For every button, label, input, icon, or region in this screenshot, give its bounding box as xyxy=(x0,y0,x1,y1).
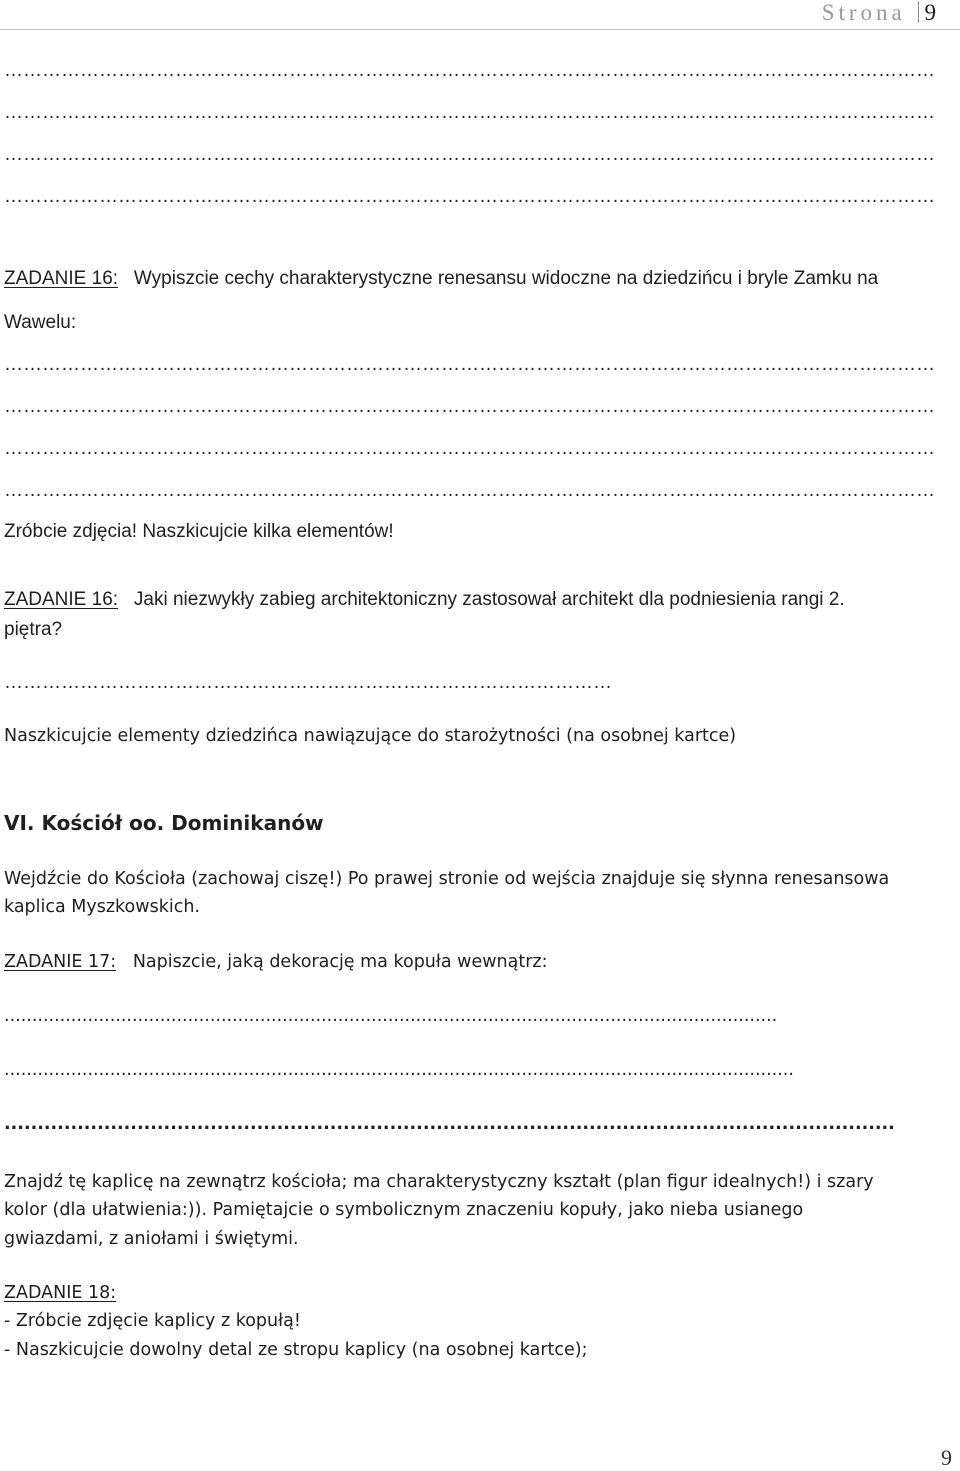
header-separator xyxy=(918,1,919,23)
answer-line: ………………………………………………………………………………………………………………………………… xyxy=(4,354,935,375)
answer-line: ………………………………………………………………………………………………………………………………… xyxy=(4,438,935,459)
list-item: - Zróbcie zdjęcie kaplicy z kopułą! xyxy=(4,1311,301,1331)
task-label: ZADANIE 18: xyxy=(4,1283,117,1303)
paragraph-line: Znajdź tę kaplicę na zewnątrz kościoła; ma charakterystyczny kształt (plan figur idealnych!) i szary xyxy=(4,1172,874,1192)
answer-line: …………………………………………………………………………………… xyxy=(4,672,612,693)
answer-line: ………………………………………………………………………………………………………………………………… xyxy=(4,144,935,165)
answer-line: ........................................................................................................................................... xyxy=(4,1006,778,1026)
answer-line: ………………………………………………………………………………………………………………………………… xyxy=(4,480,935,501)
answer-line: ………………………………………………………………………………………………………………………………… xyxy=(4,102,935,123)
section-heading: VI. Kościół oo. Dominikanów xyxy=(4,811,324,835)
paragraph-line: kolor (dla ułatwienia:)). Pamiętajcie o symbolicznym znaczeniu kopuły, jako nieba usianego xyxy=(4,1200,804,1220)
task-label: ZADANIE 16: xyxy=(4,268,119,289)
page-header xyxy=(822,0,936,26)
task-16b xyxy=(4,589,845,611)
answer-line: ………………………………………………………………………………………………………………………………… xyxy=(4,396,935,417)
task-note: Zróbcie zdjęcia! Naszkicujcie kilka elementów! xyxy=(4,521,394,542)
list-item: - Naszkicujcie dowolny detal ze stropu kaplicy (na osobnej kartce); xyxy=(4,1340,588,1360)
task-17 xyxy=(4,952,548,972)
task-note: Naszkicujcie elementy dziedzińca nawiązujące do starożytności (na osobnej kartce) xyxy=(4,726,737,746)
answer-line: ………………………………………………………………………………………………………………………………… xyxy=(4,60,935,81)
task-label: ZADANIE 17: xyxy=(4,952,117,972)
paragraph-line: gwiazdami, z aniołami i świętymi. xyxy=(4,1229,299,1249)
footer-page-number: 9 xyxy=(941,1445,952,1470)
task-16a xyxy=(4,268,878,290)
intro-line: kaplica Myszkowskich. xyxy=(4,897,200,917)
task-label: ZADANIE 16: xyxy=(4,589,119,610)
task-text-continued: piętra? xyxy=(4,619,63,640)
task-text-continued: Wawelu: xyxy=(4,312,77,333)
intro-line: Wejdźcie do Kościoła (zachowaj ciszę!) Po prawej stronie od wejścia znajduje się słynna renesansowa xyxy=(4,869,890,889)
task-text: Wypiszcie cechy charakterystyczne renesansu widoczne na dziedzińcu i bryle Zamku na xyxy=(133,268,879,289)
task-text: Napiszcie, jaką dekorację ma kopuła wewnątrz: xyxy=(132,952,548,972)
answer-line: .............................................................................................................................................. xyxy=(4,1060,794,1080)
header-rule xyxy=(0,29,960,30)
header-label: Strona xyxy=(821,0,906,25)
answer-line: ...................................................................................................................................... xyxy=(4,1114,895,1134)
task-text: Jaki niezwykły zabieg architektoniczny zastosował architekt dla podniesienia rangi 2. xyxy=(133,589,845,610)
header-page-number: 9 xyxy=(924,0,936,25)
answer-line: ………………………………………………………………………………………………………………………………… xyxy=(4,186,935,207)
